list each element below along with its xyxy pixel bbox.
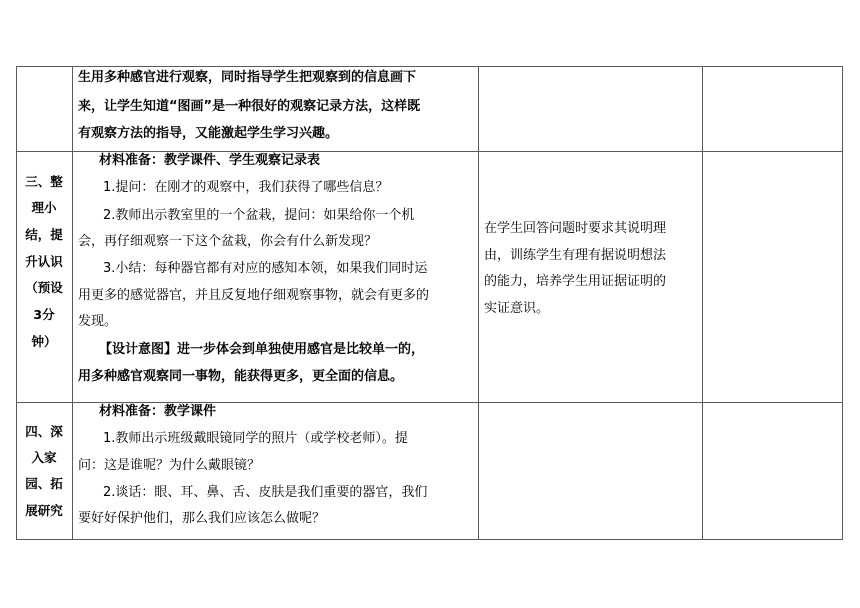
row2-stage-line: 理小	[31, 200, 57, 215]
row2-stage-cell	[16, 152, 72, 402]
row2-activity-line: 会，再仔细观察一下这个盆栽，你会有什么新发现？	[78, 234, 378, 249]
design-intent-line: 【设计意图】进一步体会到单独使用感官是比较单一的，	[99, 342, 425, 357]
row3-activity-cell	[73, 403, 478, 539]
row2-intent-line: 在学生回答问题时要求其说明理	[484, 221, 667, 236]
row1-activity-line: 来，让学生知道“图画”是一种很好的观察记录方法，这样既	[78, 99, 421, 114]
row2-activity-cell	[73, 152, 478, 402]
row2-activity-line: 发现。	[78, 314, 118, 329]
row3-activity-line: 要好好保护他们，那么我们应该怎么做呢？	[78, 511, 326, 526]
row2-intent-line: 的能力，培养学生用证据证明的	[484, 274, 667, 289]
row2-activity-line: 用更多的感觉器官，并且反复地仔细观察事物，就会有更多的	[78, 288, 430, 303]
row2-activity-line: 2.教师出示教室里的一个盆栽，提问：如果给你一个机	[103, 208, 415, 223]
row2-intent-line: 实证意识。	[484, 301, 550, 316]
row3-stage-line: 展研究	[25, 503, 63, 518]
row2-intent-cell	[479, 152, 702, 402]
row2-stage-line: 三、整	[25, 174, 63, 189]
row2-intent-line: 由，训练学生有理有据说明想法	[484, 248, 667, 263]
lesson-plan-table	[16, 66, 843, 540]
row1-activity-cell	[73, 67, 478, 151]
row3-activity-line: 问：这是谁呢？为什么戴眼镜？	[78, 458, 261, 473]
row1-activity-line: 有观察方法的指导，又能激起学生学习兴趣。	[78, 126, 339, 141]
design-intent-line: 用多种感官观察同一事物，能获得更多，更全面的信息。	[78, 369, 404, 384]
row2-stage-line: 钟）	[31, 334, 57, 349]
row1-activity-line: 生用多种感官进行观察，同时指导学生把观察到的信息画下	[78, 70, 417, 85]
table-border-right	[842, 66, 843, 540]
row3-activity-line: 2.谈话：眼、耳、鼻、舌、皮肤是我们重要的器官，我们	[103, 485, 428, 500]
materials-line: 材料准备：教学课件	[99, 404, 217, 419]
table-border-bottom	[16, 539, 843, 540]
row3-stage-line: 入家	[31, 450, 57, 465]
row3-stage-cell	[16, 403, 72, 539]
row3-stage-line: 园、拓	[25, 476, 63, 491]
table-border-col3	[702, 66, 703, 540]
row2-stage-line: 升认识	[25, 254, 63, 269]
row2-activity-line: 3.小结：每种器官都有对应的感知本领，如果我们同时运	[103, 261, 428, 276]
materials-line: 材料准备：教学课件、学生观察记录表	[99, 153, 321, 168]
row2-stage-line: 结，提	[25, 227, 63, 242]
row3-activity-line: 1.教师出示班级戴眼镜同学的照片（或学校老师）。提	[103, 431, 408, 446]
row2-activity-line: 1.提问：在刚才的观察中，我们获得了哪些信息？	[103, 180, 389, 195]
row2-stage-line: （预设	[25, 280, 63, 295]
row2-stage-line: 3分	[33, 307, 55, 322]
row3-stage-line: 四、深	[25, 424, 63, 439]
